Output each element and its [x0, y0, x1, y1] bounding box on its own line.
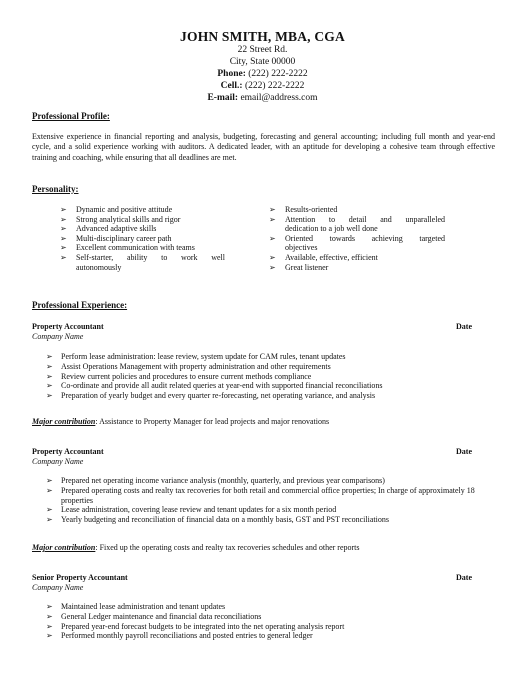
personality-trait: [269, 263, 445, 273]
job-duties-list: [46, 602, 496, 641]
phone-line: [0, 68, 525, 80]
arrow-bullet-icon: ➢: [269, 252, 276, 262]
email-label: E-mail:: [207, 93, 239, 103]
trait-text: Advanced adaptive skills: [76, 224, 157, 234]
arrow-bullet-icon: ➢: [46, 391, 53, 401]
arrow-bullet-icon: ➢: [269, 214, 276, 224]
duty-text: Preparation of yearly budget and every quarter re-forecasting, net operating variance, and analysis: [61, 391, 376, 401]
arrow-bullet-icon: ➢: [269, 233, 276, 243]
profile-heading: Professional Profile:: [32, 111, 110, 121]
job-duty: [46, 352, 496, 362]
arrow-bullet-icon: ➢: [46, 505, 53, 515]
phone-value: (222) 222-2222: [248, 69, 308, 79]
job-duties-list: [46, 352, 496, 401]
arrow-bullet-icon: ➢: [46, 361, 53, 371]
resume-header: [0, 29, 525, 104]
email-line: [0, 92, 525, 104]
trait-text: Multi-disciplinary career path: [76, 233, 172, 243]
job-duties-list: [46, 476, 496, 525]
arrow-bullet-icon: ➢: [46, 381, 53, 391]
job-title: Senior Property Accountant: [32, 573, 128, 582]
personality-heading: Personality:: [32, 184, 79, 194]
job-title: Property Accountant: [32, 447, 104, 456]
trait-text: Available, effective, efficient: [285, 252, 378, 262]
arrow-bullet-icon: ➢: [46, 631, 53, 641]
company-name: Company Name: [32, 583, 84, 592]
duty-text: Maintained lease administration and tenant updates: [61, 602, 226, 611]
major-contribution: [32, 417, 329, 426]
cell-line: [0, 80, 525, 92]
major-contribution: [32, 543, 360, 552]
arrow-bullet-icon: ➢: [46, 621, 53, 631]
experience-heading: Professional Experience:: [32, 300, 128, 310]
arrow-bullet-icon: ➢: [46, 515, 53, 525]
job-duty: [46, 602, 496, 612]
personality-list-left: [60, 205, 225, 272]
company-name: Company Name: [32, 332, 84, 341]
duty-text: Performed monthly payroll reconciliations and posted entries to general ledger: [61, 631, 313, 641]
job-duty: [46, 515, 496, 525]
personality-trait: [269, 215, 445, 234]
personality-trait: [60, 243, 225, 253]
trait-text: Attention to detail and unparalleled: [285, 214, 445, 224]
trait-text: Strong analytical skills and rigor: [76, 214, 181, 224]
arrow-bullet-icon: ➢: [60, 214, 67, 224]
arrow-bullet-icon: ➢: [60, 224, 67, 234]
job-duty: [46, 372, 496, 382]
personality-trait: [269, 253, 445, 263]
trait-text: Dynamic and positive attitude: [76, 205, 173, 214]
job-date: Date: [456, 322, 472, 331]
candidate-name: JOHN SMITH, MBA, CGA: [180, 29, 345, 44]
job-duty: [46, 505, 496, 515]
duty-text: Co-ordinate and provide all audit related queries at year-end with supported financial reconciliations: [61, 381, 383, 391]
profile-text: Extensive experience in financial reporting and analysis, budgeting, forecasting and general accounting; including full month and year-end cycle, and a solid experience working with auditors. A dedicated leader, with an aptitude for developing a cohesive team through effective training and coaching, while ensuring that all deadlines are met.: [32, 132, 495, 162]
duty-text: Lease administration, covering lease review and tenant updates for a six month period: [61, 505, 337, 515]
trait-text: Self-starter, ability to work well: [76, 252, 225, 262]
contribution-text: : Assistance to Property Manager for lead projects and major renovations: [95, 417, 330, 426]
personality-trait: [60, 205, 225, 215]
duty-text: General Ledger maintenance and financial data reconciliations: [61, 611, 262, 621]
city-state: City, State 00000: [229, 57, 296, 67]
duty-text: Prepared year-end forecast budgets to be integrated into the net operating analysis report: [61, 621, 345, 631]
duty-text: Yearly budgeting and reconciliation of financial data on a monthly basis, GST and PST reconciliations: [61, 515, 389, 525]
company-name: Company Name: [32, 457, 84, 466]
trait-text: autonomously: [76, 262, 122, 272]
duty-text: Assist Operations Management with property administration and other requirements: [61, 361, 331, 371]
trait-text: objectives: [285, 243, 318, 253]
arrow-bullet-icon: ➢: [46, 485, 53, 495]
arrow-bullet-icon: ➢: [46, 602, 53, 611]
cell-value: (222) 222-2222: [244, 81, 305, 91]
personality-trait: [60, 215, 225, 225]
contribution-label: Major contribution: [32, 543, 96, 552]
duty-text: Prepared net operating income variance analysis (monthly, quarterly, and previous year comparisons): [61, 476, 385, 485]
job-duty: [46, 631, 496, 641]
arrow-bullet-icon: ➢: [60, 233, 67, 243]
job-duty: [46, 381, 496, 391]
arrow-bullet-icon: ➢: [60, 252, 67, 262]
job-duty: [46, 622, 496, 632]
duty-text: Prepared operating costs and realty tax recoveries for both retail and commercial office properties; In charge of approximately 18 properties: [61, 485, 475, 505]
arrow-bullet-icon: ➢: [60, 243, 67, 253]
trait-text: Oriented towards achieving targeted: [285, 233, 445, 243]
contribution-label: Major contribution: [32, 417, 96, 426]
job-duty: [46, 476, 496, 486]
email-value: email@address.com: [240, 93, 318, 103]
job-date: Date: [456, 573, 472, 582]
personality-trait: [60, 224, 225, 234]
arrow-bullet-icon: ➢: [46, 476, 53, 485]
personality-trait: [60, 234, 225, 244]
trait-text: Excellent communication with teams: [76, 243, 195, 253]
job-duty: [46, 362, 496, 372]
phone-label: Phone:: [217, 69, 246, 79]
trait-text: dedication to a job well done: [285, 224, 378, 234]
job-duty: [46, 486, 496, 506]
personality-trait: [269, 234, 445, 253]
trait-text: Results-oriented: [285, 205, 338, 214]
personality-list-right: [269, 205, 445, 272]
arrow-bullet-icon: ➢: [46, 352, 53, 361]
personality-trait: [269, 205, 445, 215]
arrow-bullet-icon: ➢: [46, 611, 53, 621]
personality-trait: [60, 253, 225, 272]
job-title: Property Accountant: [32, 322, 104, 331]
arrow-bullet-icon: ➢: [269, 262, 276, 272]
street-address: 22 Street Rd.: [237, 45, 288, 55]
job-duty: [46, 391, 496, 401]
contribution-text: : Fixed up the operating costs and realty tax recoveries schedules and other reports: [95, 543, 360, 552]
arrow-bullet-icon: ➢: [60, 205, 67, 214]
duty-text: Review current policies and procedures to ensure current methods compliance: [61, 371, 312, 381]
arrow-bullet-icon: ➢: [46, 371, 53, 381]
job-duty: [46, 612, 496, 622]
cell-label: Cell.:: [220, 81, 243, 91]
arrow-bullet-icon: ➢: [269, 205, 276, 214]
job-date: Date: [456, 447, 472, 456]
trait-text: Great listener: [285, 262, 329, 272]
duty-text: Perform lease administration: lease review, system update for CAM rules, tenant updates: [61, 352, 346, 361]
